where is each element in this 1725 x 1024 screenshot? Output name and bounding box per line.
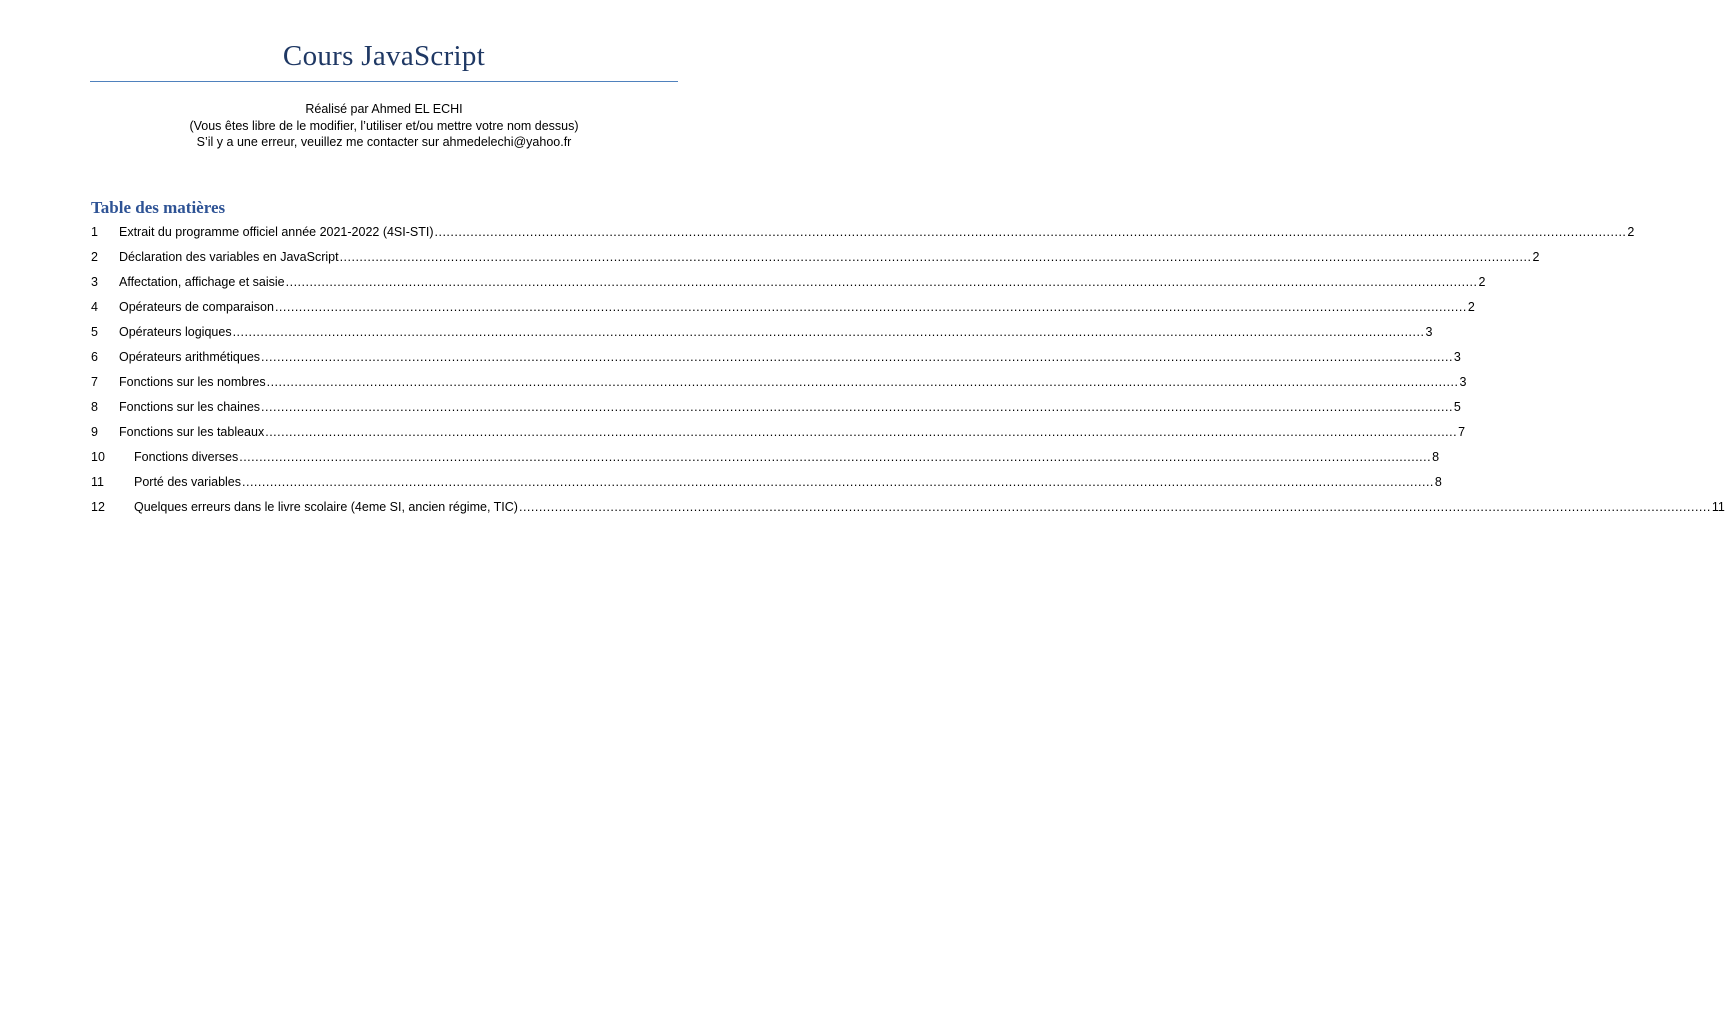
toc-entry-label: Fonctions sur les nombres: [119, 374, 266, 389]
byline-contact: S’il y a une erreur, veuillez me contacter sur ahmedelechi@yahoo.fr: [196, 135, 572, 149]
toc-entry-number: 8: [91, 399, 98, 414]
toc-entry-label: Porté des variables: [134, 474, 242, 489]
toc-entry[interactable]: [91, 394, 1461, 419]
toc-entry[interactable]: [91, 419, 1466, 444]
toc-entry-label: Extrait du programme officiel année 2021-2022 (4SI-STI): [119, 224, 434, 239]
title-underline: [90, 81, 678, 82]
toc-entry-page: 5: [1453, 399, 1461, 414]
toc-entry[interactable]: [91, 269, 1486, 294]
toc-entry-label: Fonctions sur les chaines: [119, 399, 261, 414]
toc-entry-number: 12: [91, 499, 105, 514]
toc-entry-label: Affectation, affichage et saisie: [119, 274, 285, 289]
toc-entry[interactable]: [91, 469, 1442, 494]
toc-dot-leader: ............................................................................................................................................................................................................................................................................................................: [339, 249, 1532, 264]
toc-dot-leader: ............................................................................................................................................................................................................................................................................................................: [261, 399, 1453, 414]
toc-entry[interactable]: [91, 219, 1635, 244]
toc-entry-number: 11: [91, 474, 104, 489]
byline-author: Réalisé par Ahmed EL ECHI: [305, 102, 463, 116]
toc-entry[interactable]: [91, 319, 1433, 344]
toc-entry-label: Opérateurs logiques: [119, 324, 232, 339]
toc-dot-leader: ............................................................................................................................................................................................................................................................................................................: [274, 299, 1467, 314]
toc-dot-leader: ............................................................................................................................................................................................................................................................................................................: [285, 274, 1478, 289]
toc-entry-page: 8: [1432, 449, 1440, 464]
toc-dot-leader: ............................................................................................................................................................................................................................................................................................................: [261, 349, 1453, 364]
byline-license: (Vous êtes libre de le modifier, l’utiliser et/ou mettre votre nom dessus): [189, 118, 579, 133]
toc-entry-number: 7: [91, 374, 98, 389]
byline-block: [90, 101, 678, 151]
toc-entry-number: 6: [91, 349, 98, 364]
toc-entry-page: 2: [1467, 299, 1475, 314]
toc-entry[interactable]: [91, 294, 1475, 319]
toc-entry-number: 9: [91, 424, 98, 439]
toc-entry-label: Opérateurs de comparaison: [119, 299, 274, 314]
toc-entry-page: 11: [1711, 499, 1725, 514]
toc-entry-number: 10: [91, 449, 105, 464]
toc-entry-page: 3: [1425, 324, 1433, 339]
toc-entry[interactable]: [91, 444, 1440, 469]
toc-entry-page: 3: [1453, 349, 1461, 364]
toc-entry-number: 5: [91, 324, 98, 339]
toc-heading: Table des matières: [91, 198, 226, 217]
toc-entry-page: 2: [1478, 274, 1486, 289]
toc-entry-number: 4: [91, 299, 98, 314]
document-title: Cours JavaScript: [282, 40, 486, 72]
toc-entry-page: 3: [1459, 374, 1467, 389]
toc-dot-leader: ............................................................................................................................................................................................................................................................................................................: [242, 474, 1434, 489]
toc-entry-page: 2: [1627, 224, 1635, 239]
table-of-contents: [91, 219, 1725, 519]
toc-dot-leader: ............................................................................................................................................................................................................................................................................................................: [434, 224, 1627, 239]
toc-entry[interactable]: [91, 494, 1725, 519]
toc-entry-page: 7: [1458, 424, 1466, 439]
toc-dot-leader: ............................................................................................................................................................................................................................................................................................................: [232, 324, 1425, 339]
toc-entry-label: Fonctions diverses: [134, 449, 239, 464]
toc-entry-label: Quelques erreurs dans le livre scolaire (4eme SI, ancien régime, TIC): [134, 499, 518, 514]
toc-dot-leader: ............................................................................................................................................................................................................................................................................................................: [518, 499, 1711, 514]
toc-dot-leader: ............................................................................................................................................................................................................................................................................................................: [265, 424, 1458, 439]
toc-dot-leader: ............................................................................................................................................................................................................................................................................................................: [239, 449, 1432, 464]
toc-entry-label: Fonctions sur les tableaux: [119, 424, 265, 439]
toc-entry[interactable]: [91, 244, 1540, 269]
toc-entry-number: 1: [91, 224, 98, 239]
toc-entry-page: 8: [1434, 474, 1442, 489]
toc-entry-page: 2: [1532, 249, 1540, 264]
toc-entry-label: Déclaration des variables en JavaScript: [119, 249, 339, 264]
toc-entry[interactable]: [91, 369, 1467, 394]
toc-entry-number: 3: [91, 274, 98, 289]
toc-entry[interactable]: [91, 344, 1461, 369]
toc-entry-number: 2: [91, 249, 98, 264]
toc-entry-label: Opérateurs arithmétiques: [119, 349, 261, 364]
toc-dot-leader: ............................................................................................................................................................................................................................................................................................................: [266, 374, 1459, 389]
